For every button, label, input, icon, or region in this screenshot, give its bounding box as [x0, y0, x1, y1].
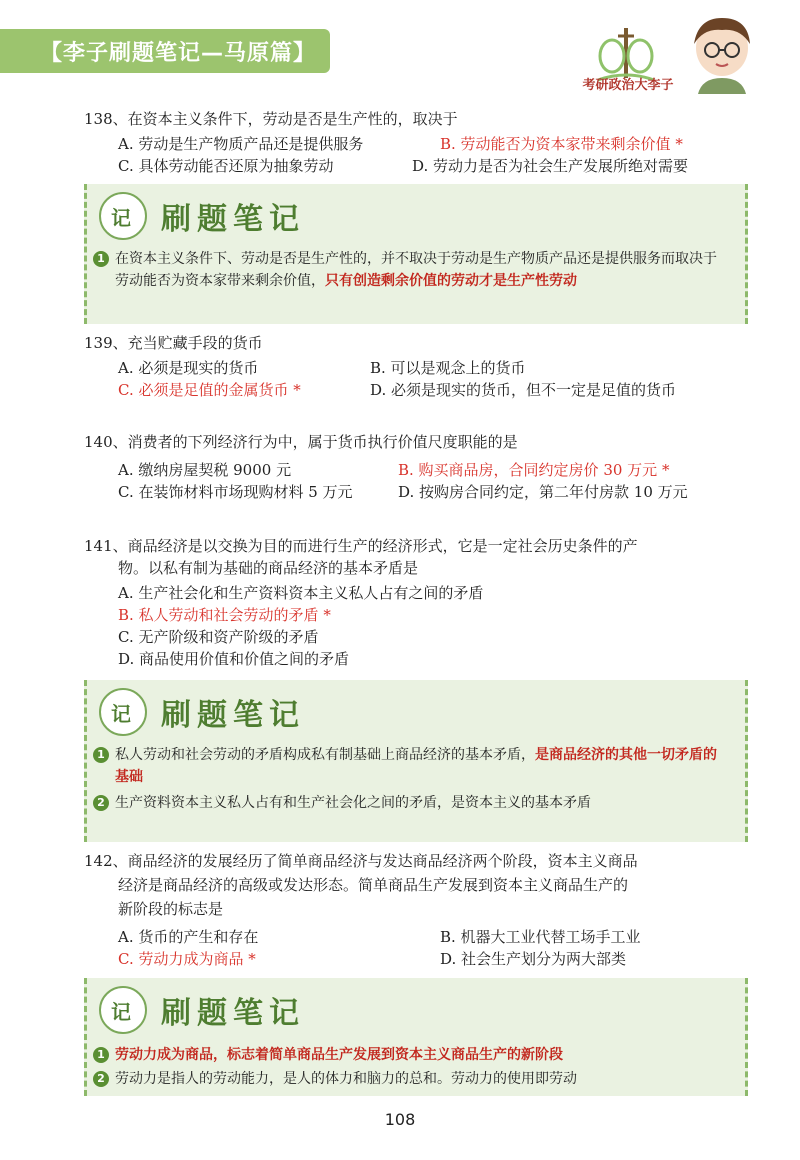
q141-option-b-answer: B. 私人劳动和社会劳动的矛盾 *	[118, 606, 331, 624]
question-139-stem: 139、充当贮藏手段的货币	[84, 334, 263, 352]
page-number: 108	[384, 1110, 416, 1129]
q141-option-a: A. 生产社会化和生产资料资本主义私人占有之间的矛盾	[118, 584, 484, 602]
q138-option-c: C. 具体劳动能否还原为抽象劳动	[118, 157, 334, 175]
logo-text: 考研政治大李子	[582, 78, 674, 93]
q142-option-a: A. 货币的产生和存在	[118, 928, 259, 946]
note-title: 刷题笔记	[161, 996, 305, 1031]
q141-option-c: C. 无产阶级和资产阶级的矛盾	[118, 628, 319, 646]
question-138-stem: 138、在资本主义条件下，劳动是否是生产性的，取决于	[84, 110, 458, 128]
study-note-1	[84, 184, 748, 324]
q138-option-b-answer: B. 劳动能否为资本家带来剩余价值 *	[440, 135, 683, 153]
q140-option-a: A. 缴纳房屋契税 9000 元	[118, 461, 292, 479]
q141-option-d: D. 商品使用价值和价值之间的矛盾	[118, 650, 350, 668]
q142-option-d: D. 社会生产划分为两大部类	[440, 950, 627, 968]
note-badge-icon: 记	[99, 986, 147, 1034]
study-note-3	[84, 978, 748, 1096]
avatar-illustration	[684, 14, 760, 94]
question-142-stem-line-1: 142、商品经济的发展经历了简单商品经济与发达商品经济两个阶段，资本主义商品	[84, 852, 638, 870]
q139-option-c-answer: C. 必须是足值的金属货币 *	[118, 381, 301, 399]
q139-option-d: D. 必须是现实的货币，但不一定是足值的货币	[370, 381, 677, 399]
note-1-item-1: 1 在资本主义条件下、劳动是否是生产性的，并不取决于劳动是生产物质产品还是提供服务而取决于劳动能否为资本家带来剩余价值，只有创造剩余价值的劳动才是生产性劳动	[115, 248, 725, 292]
note-title: 刷题笔记	[161, 202, 305, 237]
question-142-stem-line-2: 经济是商品经济的高级或发达形态。简单商品生产发展到资本主义商品生产的	[118, 876, 629, 894]
question-142-stem-line-3: 新阶段的标志是	[118, 900, 224, 918]
q138-option-d: D. 劳动力是否为社会生产发展所绝对需要	[412, 157, 689, 175]
note-3-item-2: 2 劳动力是指人的劳动能力，是人的体力和脑力的总和。劳动力的使用即劳动	[115, 1068, 725, 1090]
note-3-item-1: 1 劳动力成为商品，标志着简单商品生产发展到资本主义商品生产的新阶段	[115, 1044, 725, 1066]
note-2-item-2: 2 生产资料资本主义私人占有和生产社会化之间的矛盾，是资本主义的基本矛盾	[115, 792, 725, 814]
question-140-stem: 140、消费者的下列经济行为中，属于货币执行价值尺度职能的是	[84, 433, 518, 451]
note-badge-icon: 记	[99, 192, 147, 240]
q140-option-c: C. 在装饰材料市场现购材料 5 万元	[118, 483, 353, 501]
q139-option-a: A. 必须是现实的货币	[118, 359, 259, 377]
question-141-stem-line-2: 物。以私有制为基础的商品经济的基本矛盾是	[118, 559, 419, 577]
header-title: 【李子刷题笔记—马原篇】	[40, 41, 317, 66]
q142-option-c-answer: C. 劳动力成为商品 *	[118, 950, 256, 968]
note-title: 刷题笔记	[161, 698, 305, 733]
question-141-stem-line-1: 141、商品经济是以交换为目的而进行生产的经济形式，它是一定社会历史条件的产	[84, 537, 638, 555]
q140-option-d: D. 按购房合同约定，第二年付房款 10 万元	[398, 483, 688, 501]
note-2-item-1: 1 私人劳动和社会劳动的矛盾构成私有制基础上商品经济的基本矛盾，是商品经济的其他一切矛盾的基础	[115, 744, 725, 788]
q138-option-a: A. 劳动是生产物质产品还是提供服务	[118, 135, 364, 153]
q139-option-b: B. 可以是观念上的货币	[370, 359, 526, 377]
note-badge-icon: 记	[99, 688, 147, 736]
study-note-2	[84, 680, 748, 842]
q142-option-b: B. 机器大工业代替工场手工业	[440, 928, 641, 946]
q140-option-b-answer: B. 购买商品房，合同约定房价 30 万元 *	[398, 461, 670, 479]
